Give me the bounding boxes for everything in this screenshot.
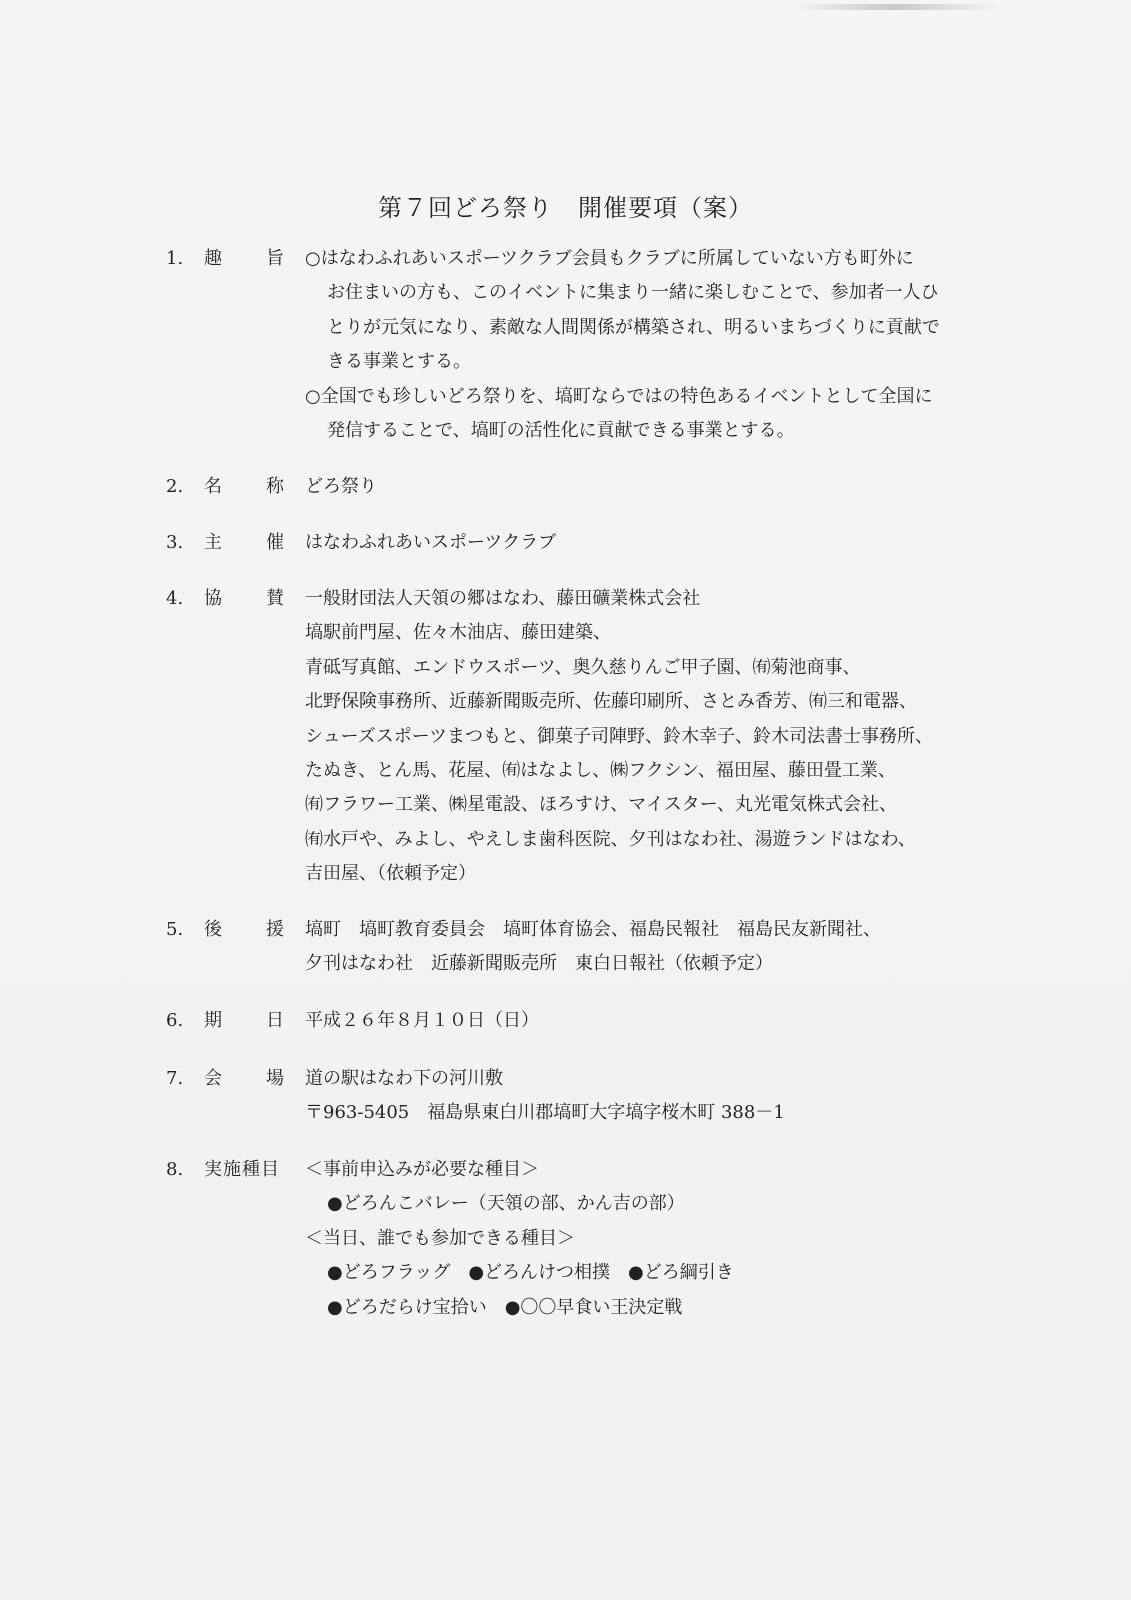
body-line: どろ祭り: [305, 476, 377, 497]
section-number: 2.: [166, 476, 184, 497]
label-char: 場: [266, 1068, 284, 1089]
section-number: 5.: [166, 919, 184, 940]
body-line: ●どろフラッグ ●どろんけつ相撲 ●どろ綱引き: [327, 1262, 734, 1284]
section-label: [204, 242, 284, 276]
section-label: [204, 1062, 284, 1096]
label-char: 協: [204, 588, 222, 609]
section-number: 3.: [166, 532, 184, 553]
section-body: [305, 470, 1005, 504]
body-line: とりが元気になり、素敵な人間関係が構築され、明るいまちづくりに貢献で: [327, 316, 940, 338]
body-line: ●どろんこバレー（天領の部、かん吉の部）: [327, 1193, 685, 1215]
section-number: 6.: [166, 1010, 184, 1031]
body-line: ○はなわふれあいスポーツクラブ会員もクラブに所属していない方も町外に: [305, 248, 914, 269]
body-line: 道の駅はなわ下の河川敷: [305, 1068, 503, 1089]
section-label: [204, 913, 284, 947]
section-number: 1.: [166, 248, 184, 269]
body-line: 青砥写真館、エンドウスポーツ、奥久慈りんご甲子園、㈲菊池商事、: [305, 656, 861, 678]
section-body: [305, 1062, 1005, 1131]
body-line: 〒963-5405 福島県東白川郡塙町大字塙字桜木町 388－1: [305, 1102, 785, 1124]
body-line: ㈲フラワー工業、㈱星電設、ほろすけ、マイスター、丸光電気株式会社、: [305, 794, 898, 816]
body-line: 平成２６年８月１０日（日）: [305, 1010, 539, 1031]
body-line: たぬき、とん馬、花屋、㈲はなよし、㈱フクシン、福田屋、藤田畳工業、: [305, 759, 896, 781]
section-body: [305, 242, 1005, 448]
label-char: 名: [204, 476, 222, 497]
section-label: [204, 470, 284, 504]
body-line: 塙駅前門屋、佐々木油店、藤田建築、: [305, 622, 611, 644]
section-number: 8.: [166, 1159, 184, 1180]
section-number: 7.: [166, 1068, 184, 1089]
body-line: シューズスポーツまつもと、御菓子司陣野、鈴木幸子、鈴木司法書士事務所、: [305, 725, 934, 747]
section-label: [204, 1004, 284, 1038]
document-title: 第７回どろ祭り 開催要項（案）: [378, 194, 753, 222]
section-body: [305, 582, 1005, 892]
label-char: 賛: [266, 588, 284, 609]
label-char: 旨: [266, 248, 284, 269]
body-line: ＜事前申込みが必要な種目＞: [305, 1159, 539, 1180]
section-body: [305, 526, 1005, 560]
body-line: 北野保険事務所、近藤新聞販売所、佐藤印刷所、さとみ香芳、㈲三和電器、: [305, 691, 917, 713]
body-line: ●どろだらけ宝拾い ●〇〇早食い王決定戦: [327, 1296, 683, 1318]
section-label: 実施種目: [204, 1159, 280, 1180]
body-line: 一般財団法人天領の郷はなわ、藤田礦業株式会社: [305, 588, 701, 609]
section-body: [305, 913, 1005, 982]
section-body: [305, 1153, 1005, 1325]
scan-artifact: [790, 4, 1000, 10]
label-char: 援: [266, 919, 284, 940]
section-label: [204, 582, 284, 616]
label-char: 主: [204, 532, 222, 553]
label-char: 催: [266, 532, 284, 553]
label-char: 後: [204, 919, 222, 940]
section-body: [305, 1004, 1005, 1038]
body-line: ㈲水戸や、みよし、やえしま歯科医院、夕刊はなわ社、湯遊ランドはなわ、: [305, 828, 916, 850]
label-char: 趣: [204, 248, 222, 269]
section-number: 4.: [166, 588, 184, 609]
body-line: 発信することで、塙町の活性化に貢献できる事業とする。: [327, 419, 795, 441]
section-label: [204, 526, 284, 560]
body-line: ○全国でも珍しいどろ祭りを、塙町ならではの特色あるイベントとして全国に: [305, 385, 933, 407]
body-line: ＜当日、誰でも参加できる種目＞: [305, 1227, 575, 1249]
label-char: 日: [266, 1010, 284, 1031]
label-char: 称: [266, 476, 284, 497]
body-line: はなわふれあいスポーツクラブ: [305, 532, 557, 553]
body-line: 吉田屋、（依頼予定）: [305, 863, 476, 885]
body-line: お住まいの方も、このイベントに集まり一緒に楽しむことで、参加者一人ひ: [327, 282, 939, 304]
body-line: きる事業とする。: [327, 351, 471, 373]
body-line: 塙町 塙町教育委員会 塙町体育協会、福島民報社 福島民友新聞社、: [305, 919, 881, 940]
body-line: 夕刊はなわ社 近藤新聞販売所 東白日報社（依頼予定）: [305, 953, 773, 975]
label-char: 会: [204, 1068, 222, 1089]
label-char: 期: [204, 1010, 222, 1031]
